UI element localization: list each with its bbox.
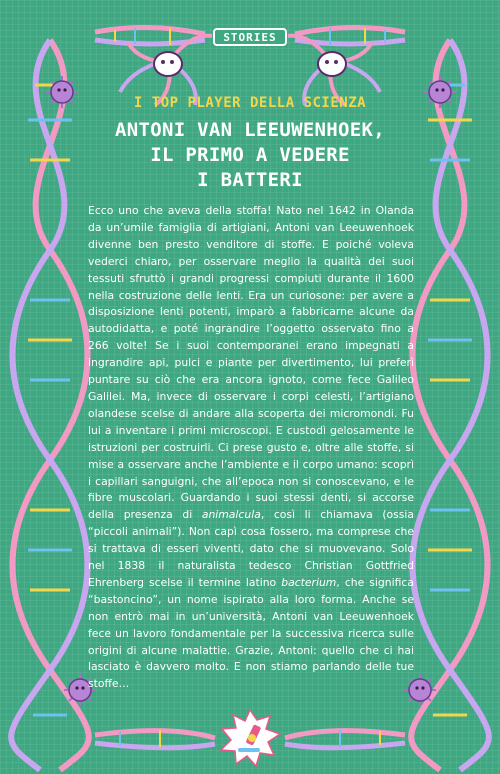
article-italic-bacterium: bacterium [281,575,337,589]
section-kicker: I TOP PLAYER DELLA SCIENZA [133,95,367,111]
left-dna-helix-icon [11,40,89,770]
right-dna-helix-icon [411,40,489,770]
title-line-2: IL PRIMO A VEDERE [150,144,350,166]
article-body [88,203,414,693]
stories-badge: STORIES [213,28,287,46]
microscope-icon [221,710,280,766]
article-part-2: , così li chiamava (ossia “piccoli animali”). Non capì cosa fossero, ma comprese che si trattava di esseri viventi, dato che si muovevano. Solo nel 1838 il naturalista tedesco Christian Gottfried Ehrenberg scelse il termine latino [88,508,414,589]
article-italic-animalcula: animalcula [201,508,261,522]
article-part-1: Ecco uno che aveva della stoffa! Nato nel 1642 in Olanda da un’umile famiglia di artigiani, Antoni van Leeuwenhoek divenne ben presto venditore di stoffe. E poiché voleva vederci chiaro, per osservare meglio la qualità dei suoi tessuti sfruttò i grandi progressi compiuti durante il 1600 nella costruzione delle lenti. Era un curiosone: per avere a disposizione lenti potenti, imparò a fabbricarne alcune da autodidatta, e poté ingrandire l’oggetto osservato fino a 266 volte! Se i suoi contemporanei erano impegnati a ingrandire api, pulci e piante per divertimento, lui preferì puntare su ciò che era ancora ignoto, come fece Galileo Galilei. Ma, invece di osservare i corpi celesti, l’artigiano olandese scelse di andare alla scoperta dei micromondi. Fu lui a inventare i primi microscopi. E custodì gelosamente le istruzioni per costruirli. Ci prese gusto e, oltre alle stoffe, si mise a osservare anche l’ambiente e il corpo umano: scoprì i capillari sanguigni, che all’epoca non si conoscevano, e le fibre muscolari. Guardando i suoi stessi denti, si accorse della presenza di [88,204,414,522]
title-line-1: ANTONI VAN LEEUWENHOEK, [115,119,385,141]
title-line-3: I BATTERI [197,169,303,191]
article-part-3: , che significa “bastoncino”, un nome ispirato alla loro forma. Anche se non entrò mai in un’università, Antoni van Leeuwenhoek fece un lavoro fondamentale per la successiva ricerca sulle origini di alcune malattie. Grazie, Antoni: quello che ci hai lasciato è davvero molto. E non stiamo parlando delle tue stoffe… [88,575,414,691]
page-title [90,118,410,193]
